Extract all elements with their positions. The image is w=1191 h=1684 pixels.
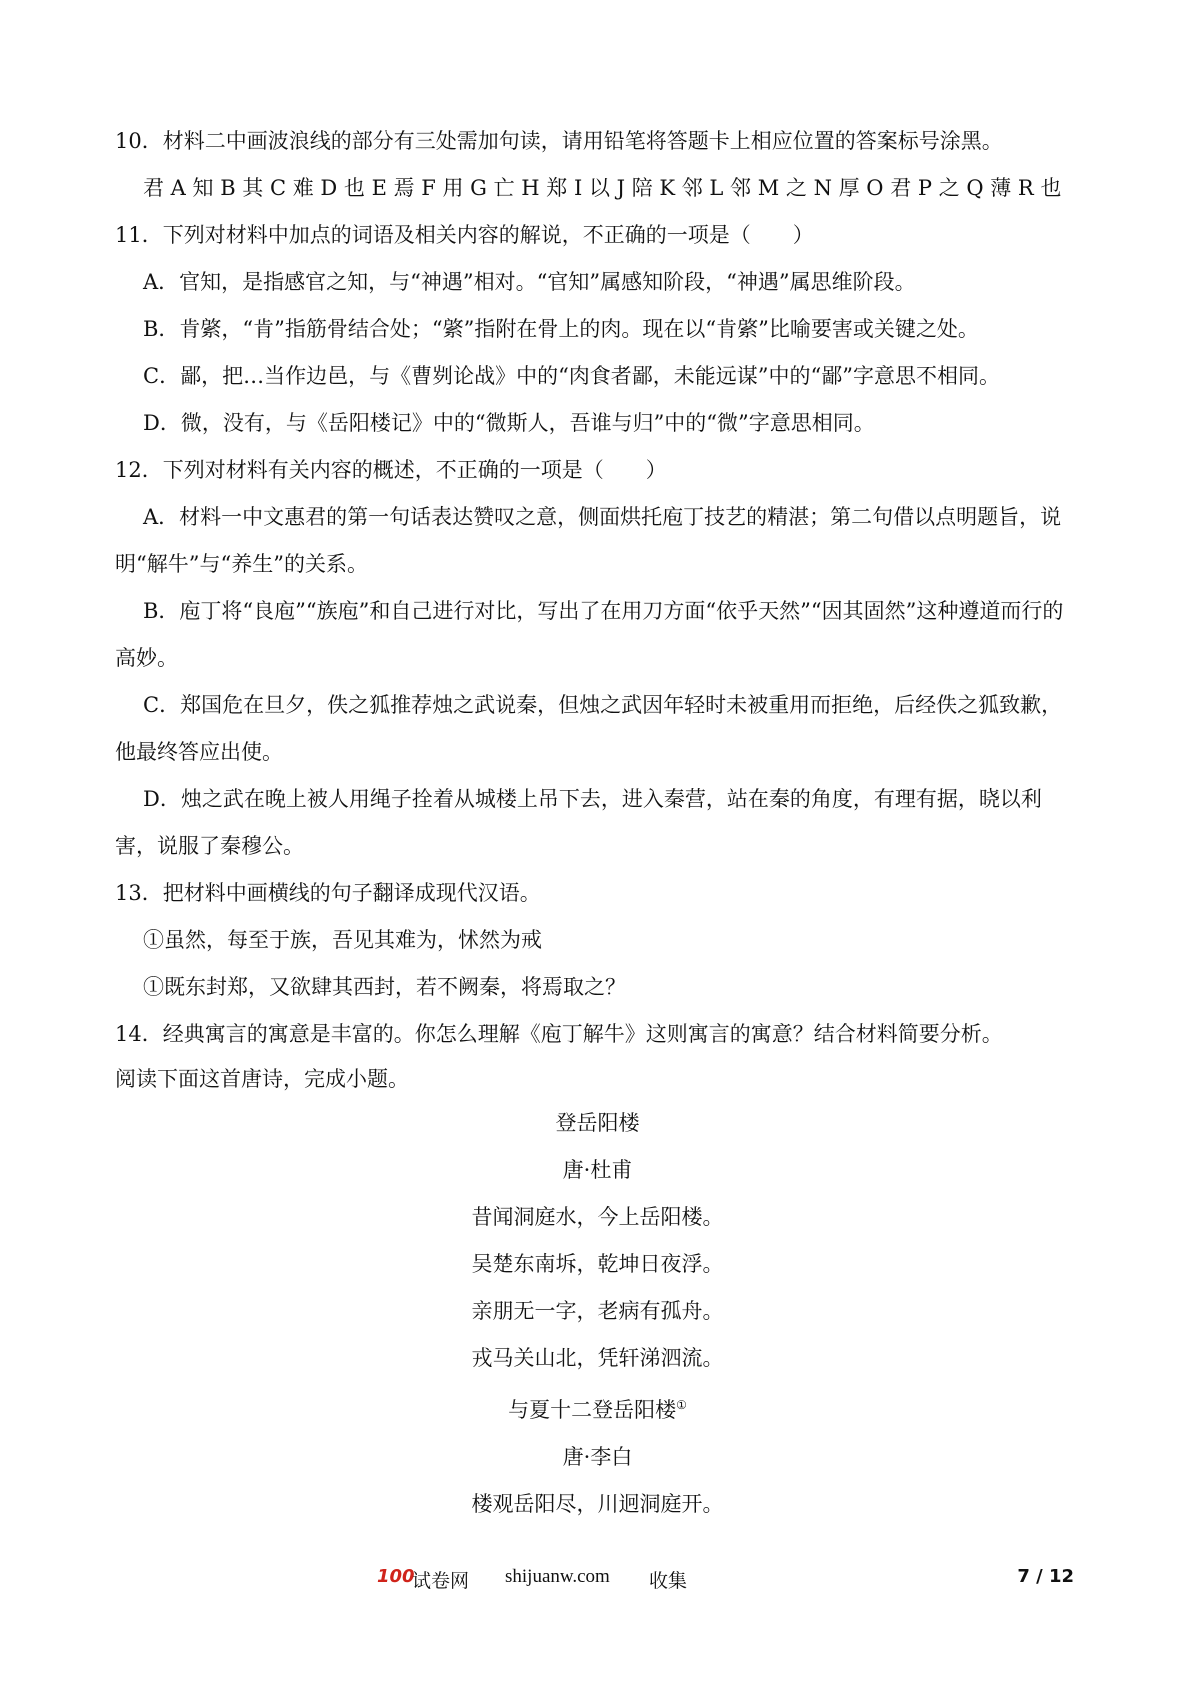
poem2-title: 与夏十二登岳阳楼 (508, 1398, 677, 1422)
poem2-line: 楼观岳阳尽，川迥洞庭开。 (471, 1492, 724, 1516)
poem2-title-row (115, 1382, 1080, 1434)
question-12-option-b: B．庖丁将“良庖”“族庖”和自己进行对比，写出了在用刀方面“依乎天然”“因其固然”这种遵道而行的高妙。 (115, 599, 1064, 670)
page-number: 7 / 12 (1017, 1566, 1074, 1587)
poem2-author: 唐·李白 (562, 1445, 633, 1469)
poem1-author: 唐·杜甫 (562, 1158, 633, 1182)
question-12-option-d: D．烛之武在晚上被人用绳子拴着从城楼上吊下去，进入秦营，站在秦的角度，有理有据，晓以利害，说服了秦穆公。 (115, 787, 1042, 858)
page-footer (0, 1566, 1191, 1596)
question-13-sentence-2: ①既东封郑，又欲肆其西封，若不阙秦，将焉取之？ (143, 975, 626, 999)
page-content (115, 118, 1080, 1528)
site-brand: 试卷网 (412, 1570, 470, 1592)
question-10-options: 君 A 知 B 其 C 难 D 也 E 焉 F 用 G 亡 H 郑 I 以 J 陪 K 邻 L 邻 M 之 N 厚 O 君 P 之 Q 薄 R 也 (143, 176, 1062, 200)
poem1-line: 吴楚东南坼，乾坤日夜浮。 (471, 1252, 724, 1276)
collect-label: 收集 (649, 1570, 688, 1592)
site-logo: 100 (377, 1566, 415, 1587)
question-11: 11．下列对材料中加点的词语及相关内容的解说，不正确的一项是（ ） (115, 223, 814, 247)
question-11-option-b: B．肯綮，“肯”指筋骨结合处；“綮”指附在骨上的肉。现在以“肯綮”比喻要害或关键之处。 (143, 317, 979, 341)
poem1-line: 昔闻洞庭水，今上岳阳楼。 (471, 1205, 724, 1229)
question-14: 14．经典寓言的寓意是丰富的。你怎么理解《庖丁解牛》这则寓言的寓意？结合材料简要分析。 (115, 1022, 1003, 1046)
reading-instruction: 阅读下面这首唐诗，完成小题。 (115, 1067, 409, 1091)
question-11-option-a: A．官知，是指感官之知，与“神遇”相对。“官知”属感知阶段，“神遇”属思维阶段。 (143, 270, 916, 294)
question-12-option-c: C．郑国危在旦夕，佚之狐推荐烛之武说秦，但烛之武因年轻时未被重用而拒绝，后经佚之狐致歉，他最终答应出使。 (115, 693, 1063, 764)
question-13-sentence-1: ①虽然，每至于族，吾见其难为，怵然为戒 (143, 928, 542, 952)
poem1-title: 登岳阳楼 (555, 1111, 640, 1135)
question-11-option-d: D．微，没有，与《岳阳楼记》中的“微斯人，吾谁与归”中的“微”字意思相同。 (143, 411, 875, 435)
question-11-option-c: C．鄙，把…当作边邑，与《曹刿论战》中的“肉食者鄙，未能远谋”中的“鄙”字意思不相同。 (143, 364, 1001, 388)
question-10: 10．材料二中画波浪线的部分有三处需加句读，请用铅笔将答题卡上相应位置的答案标号涂黑。 (115, 129, 1003, 153)
site-domain: shijuanw.com (505, 1566, 610, 1587)
footnote-marker: ① (676, 1398, 687, 1412)
question-12-option-a: A．材料一中文惠君的第一句话表达赞叹之意，侧面烘托庖丁技艺的精湛；第二句借以点明题旨，说明“解牛”与“养生”的关系。 (115, 505, 1062, 576)
question-13: 13．把材料中画横线的句子翻译成现代汉语。 (115, 881, 541, 905)
question-12: 12．下列对材料有关内容的概述，不正确的一项是（ ） (115, 458, 667, 482)
poem1-line: 亲朋无一字，老病有孤舟。 (471, 1299, 724, 1323)
poem1-line: 戎马关山北，凭轩涕泗流。 (471, 1346, 724, 1370)
